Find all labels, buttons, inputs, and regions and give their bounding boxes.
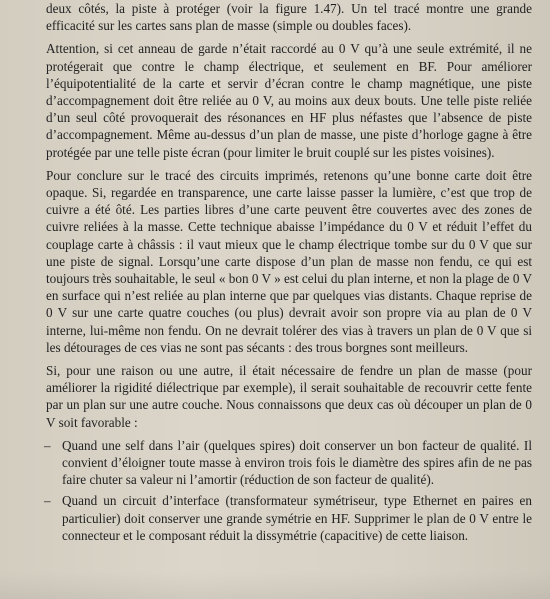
paragraph-2: Attention, si cet anneau de garde n’était raccordé au 0 V qu’à une seule extrémité, il ne protégerait que contre le champ électrique, et seulement en BF. Pour améliorer l’équipotentialité de la carte et servir d’écran contre le champ magnétique, une piste d’accompagnement doit être reliée au 0 V, au moins aux deux bouts. Une telle piste reliée d’un seul côté provoquerait des résonances en HF plus néfastes que l’absence de piste d’accompagnement. Même au-dessus d’un plan de masse, une piste d’horloge gagne à être protégée par une telle piste écran (pour limiter le bruit couplé sur les pistes voisines). (46, 41, 532, 160)
paragraph-4: Si, pour une raison ou une autre, il était nécessaire de fendre un plan de masse (pour améliorer la rigidité diélectrique par exemple), il serait souhaitable de recouvrir cette fente par un plan sur une autre couche. Nous connaissons que deux cas où découper un plan de 0 V soit favorable : (46, 363, 532, 430)
bullet-list (46, 437, 532, 544)
paragraph-1: deux côtés, la piste à protéger (voir la figure 1.47). Un tel tracé montre une grande efficacité sur les cartes sans plan de masse (simple ou doubles faces). (46, 1, 532, 34)
dash-marker: – (44, 437, 51, 453)
bullet-text: Quand une self dans l’air (quelques spires) doit conserver un bon facteur de qualité. Il convient d’éloigner toute masse à environ trois fois le diamètre des spires afin de ne pas faire chuter sa valeur ni l’amortir (réduction de son facteur de qualité). (62, 437, 532, 488)
bullet-item-2 (46, 492, 532, 544)
dash-marker: – (44, 493, 51, 509)
bullet-item-1 (46, 437, 532, 489)
bullet-text: Quand un circuit d’interface (transformateur symétriseur, type Ethernet en paires en particulier) doit conserver une grande symétrie en HF. Supprimer le plan de 0 V entre le connecteur et le composant réduit la dissymétrie (capacitive) de cette liaison. (62, 493, 532, 543)
paragraph-3: Pour conclure sur le tracé des circuits imprimés, retenons qu’une bonne carte doit être opaque. Si, regardée en transparence, une carte laisse passer la lumière, c’est que trop de cuivre a été ôté. Les parties libres d’une carte peuvent être couvertes avec des zones de cuivre reliées à la masse. Cette technique abaisse l’impédance du 0 V et réduit l’effet du couplage carte à châssis : il vaut mieux que le champ électrique tombe sur du 0 V que sur une piste de signal. Lorsqu’une carte dispose d’un plan de masse non fendu, ce qui est toujours très souhaitable, le seul « bon 0 V » est celui du plan interne, et non la plage de 0 V en surface qui n’est reliée au plan interne que par quelques vias distants. Chaque reprise de 0 V sur une carte quatre couches (ou plus) devrait avoir son propre via au plan de 0 V interne, lui-même non fendu. On ne devrait tolérer des vias à travers un plan de 0 V que si les détourages de ces vias ne sont pas sécants : des trous borgnes sont meilleurs. (46, 167, 533, 355)
body-text (46, 0, 532, 548)
page-shadow (0, 571, 550, 599)
